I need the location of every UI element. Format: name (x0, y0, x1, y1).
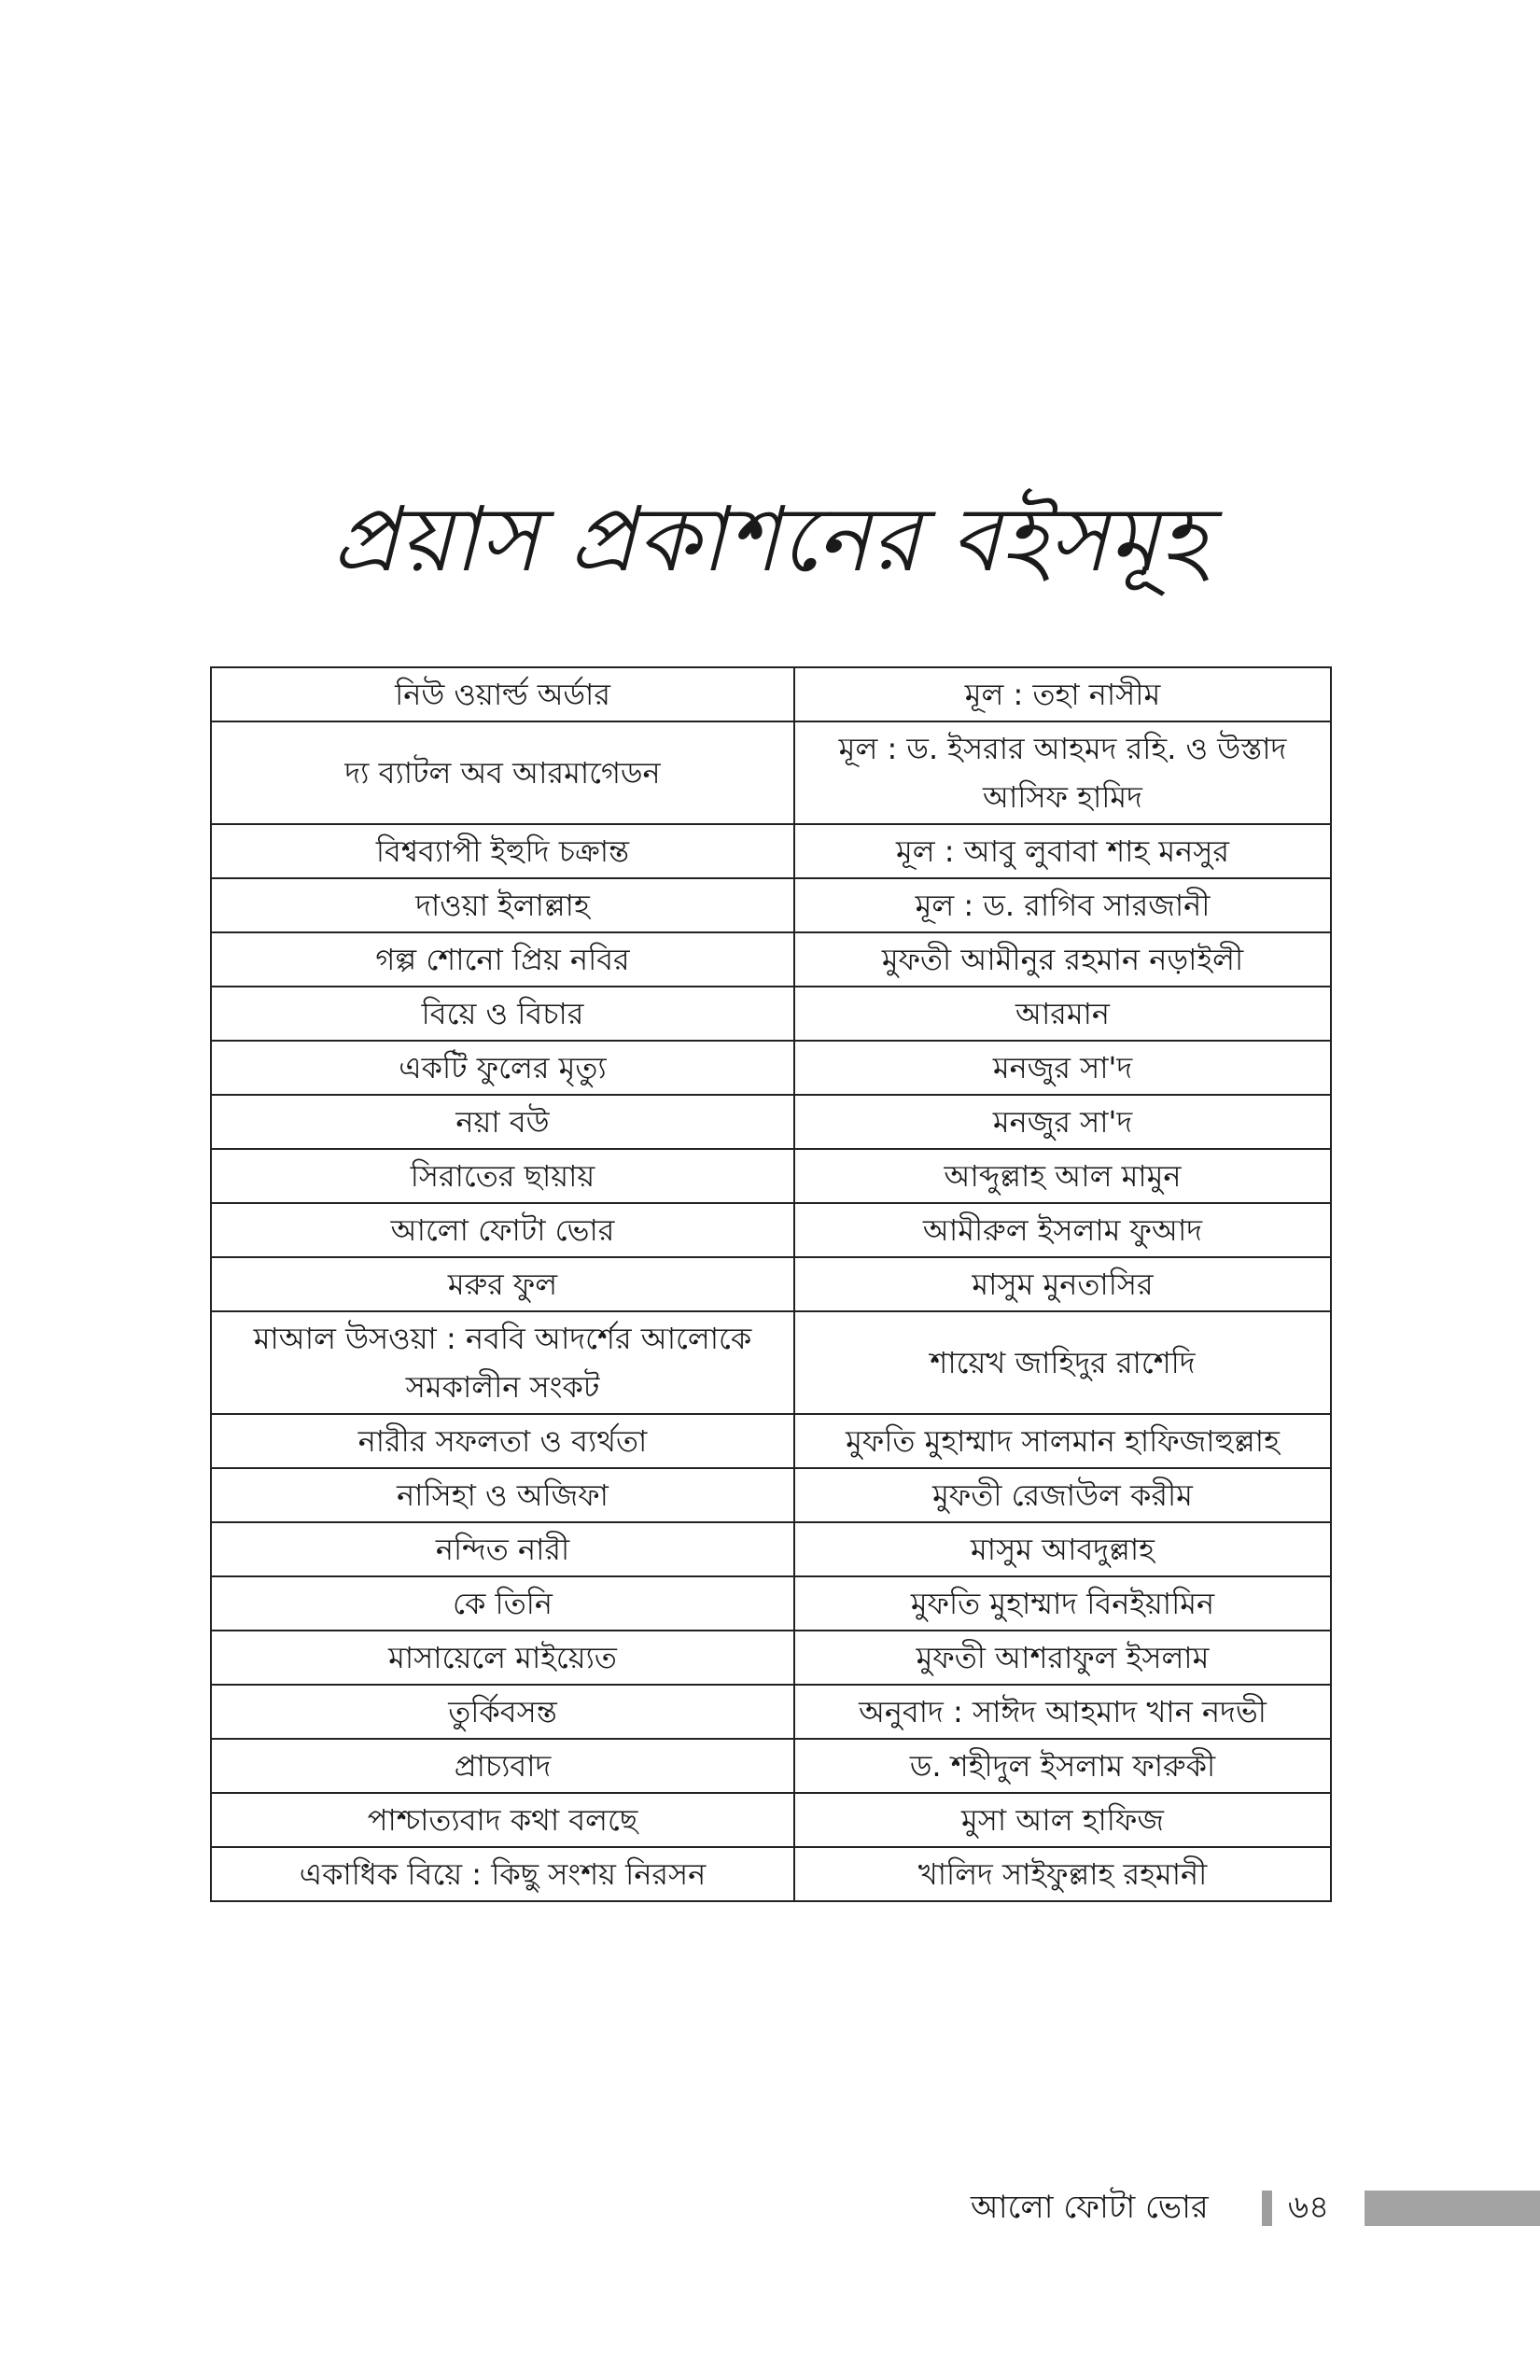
book-title-cell: দ্য ব্যাটল অব আরমাগেডন (211, 721, 794, 824)
book-author-cell: মাসুম মুনতাসির (794, 1257, 1331, 1311)
book-author-cell: মূল : তহা নাসীম (794, 667, 1331, 721)
book-title-cell: নিউ ওয়ার্ল্ড অর্ডার (211, 667, 794, 721)
book-author-cell: মুফতি মুহাম্মাদ সালমান হাফিজাহুল্লাহ (794, 1414, 1331, 1468)
table-row (211, 1095, 1331, 1149)
table-row (211, 1414, 1331, 1468)
book-title-cell: নাসিহা ও অজিফা (211, 1468, 794, 1522)
book-title-cell: আলো ফোটা ভোর (211, 1203, 794, 1257)
book-author-cell: মুফতি মুহাম্মাদ বিনইয়ামিন (794, 1576, 1331, 1631)
book-author-cell: মাসুম আবদুল্লাহ (794, 1522, 1331, 1576)
table-row (211, 1576, 1331, 1631)
table-row (211, 667, 1331, 721)
book-author-cell: মূল : আবু লুবাবা শাহ মনসুর (794, 824, 1331, 878)
book-author-cell: মুফতী আমীনুর রহমান নড়াইলী (794, 932, 1331, 987)
table-row (211, 1631, 1331, 1685)
book-title-cell: নারীর সফলতা ও ব্যর্থতা (211, 1414, 794, 1468)
book-title-cell: একটি ফুলের মৃত্যু (211, 1041, 794, 1095)
book-author-cell: মূল : ড. ইসরার আহমদ রহি. ও উস্তাদ আসিফ হামিদ (794, 721, 1331, 824)
table-row (211, 1847, 1331, 1901)
book-author-cell: আরমান (794, 987, 1331, 1041)
book-author-cell: খালিদ সাইফুল্লাহ রহমানী (794, 1847, 1331, 1901)
book-title-cell: নয়া বউ (211, 1095, 794, 1149)
table-row (211, 1522, 1331, 1576)
book-title-cell: সিরাতের ছায়ায় (211, 1149, 794, 1203)
book-title-cell: মরুর ফুল (211, 1257, 794, 1311)
book-author-cell: শায়েখ জাহিদুর রাশেদি (794, 1311, 1331, 1414)
book-author-cell: অনুবাদ : সাঈদ আহমাদ খান নদভী (794, 1685, 1331, 1739)
table-row (211, 1203, 1331, 1257)
table-row (211, 1739, 1331, 1793)
footer-book-title: আলো ফোটা ভোর (971, 2189, 1209, 2226)
table-row (211, 1793, 1331, 1847)
table-row (211, 1149, 1331, 1203)
book-author-cell: আমীরুল ইসলাম ফুআদ (794, 1203, 1331, 1257)
book-author-cell: মনজুর সা'দ (794, 1041, 1331, 1095)
book-author-cell: আব্দুল্লাহ আল মামুন (794, 1149, 1331, 1203)
book-title-cell: বিয়ে ও বিচার (211, 987, 794, 1041)
book-author-cell: মনজুর সা'দ (794, 1095, 1331, 1149)
book-author-cell: মুসা আল হাফিজ (794, 1793, 1331, 1847)
book-title-cell: বিশ্বব্যাপী ইহুদি চক্রান্ত (211, 824, 794, 878)
table-row (211, 1041, 1331, 1095)
book-author-cell: ড. শহীদুল ইসলাম ফারুকী (794, 1739, 1331, 1793)
footer-decorative-bar (1365, 2191, 1540, 2226)
page-title: প্রয়াস প্রকাশনের বইসমূহ (331, 487, 1209, 593)
table-row (211, 1311, 1331, 1414)
page-number: ৬৪ (1288, 2189, 1330, 2226)
book-title-cell: মাআল উসওয়া : নববি আদর্শের আলোকে সমকালীন সংকট (211, 1311, 794, 1414)
book-title-cell: দাওয়া ইলাল্লাহ (211, 878, 794, 932)
book-author-cell: মুফতী আশরাফুল ইসলাম (794, 1631, 1331, 1685)
table-row (211, 1257, 1331, 1311)
book-title-cell: কে তিনি (211, 1576, 794, 1631)
table-row (211, 878, 1331, 932)
book-title-cell: তুর্কিবসন্ত (211, 1685, 794, 1739)
book-title-cell: মাসায়েলে মাইয়্যেত (211, 1631, 794, 1685)
book-title-cell: নন্দিত নারী (211, 1522, 794, 1576)
table-row (211, 987, 1331, 1041)
book-title-cell: একাধিক বিয়ে : কিছু সংশয় নিরসন (211, 1847, 794, 1901)
table-row (211, 1468, 1331, 1522)
book-list-table (210, 666, 1332, 1902)
book-title-cell: গল্প শোনো প্রিয় নবির (211, 932, 794, 987)
table-row (211, 721, 1331, 824)
table-row (211, 824, 1331, 878)
table-row (211, 1685, 1331, 1739)
book-author-cell: মুফতী রেজাউল করীম (794, 1468, 1331, 1522)
footer-divider (1262, 2191, 1272, 2226)
book-author-cell: মূল : ড. রাগিব সারজানী (794, 878, 1331, 932)
book-title-cell: পাশ্চাত্যবাদ কথা বলছে (211, 1793, 794, 1847)
book-title-cell: প্রাচ্যবাদ (211, 1739, 794, 1793)
table-row (211, 932, 1331, 987)
